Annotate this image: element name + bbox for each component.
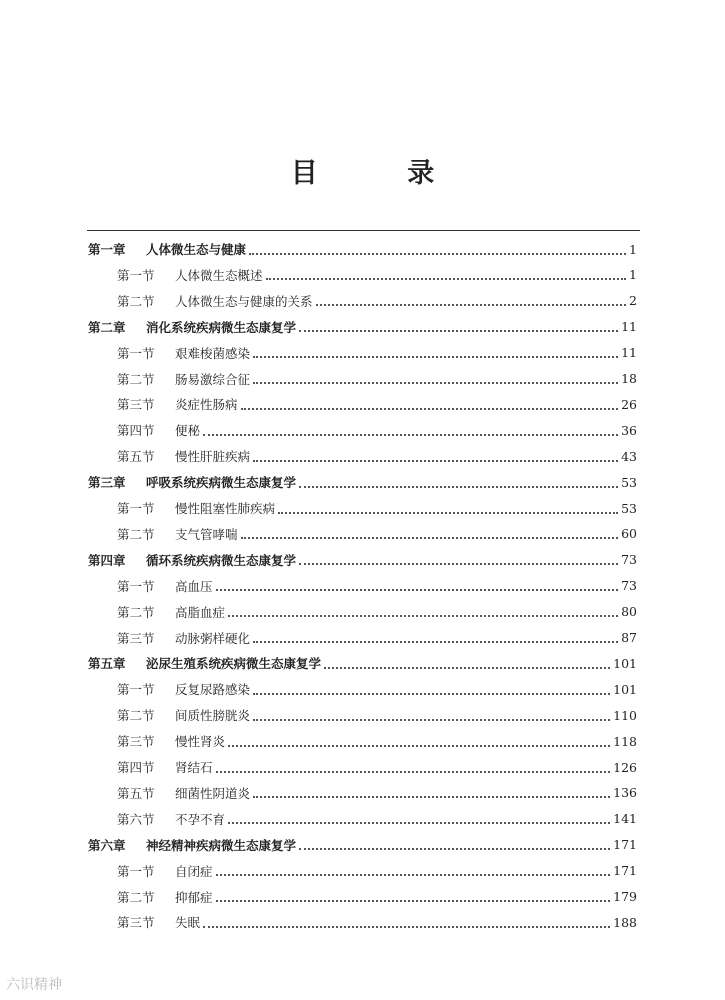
page-number: 101 xyxy=(613,681,637,697)
chapter-number: 第一章 xyxy=(88,242,126,257)
page-number: 18 xyxy=(621,371,637,386)
toc-section-entry[interactable] xyxy=(117,291,637,311)
page-number: 2 xyxy=(629,293,637,309)
toc-section-entry[interactable] xyxy=(117,265,637,285)
chapter-title: 人体微生态与健康 xyxy=(146,242,247,257)
toc-section-entry[interactable] xyxy=(117,757,637,777)
toc-section-entry[interactable] xyxy=(117,369,637,389)
section-title: 便秘 xyxy=(175,423,201,439)
section-title: 人体微生态与健康的关系 xyxy=(175,293,313,309)
section-title: 高血压 xyxy=(175,578,213,594)
chapter-title: 循环系统疾病微生态康复学 xyxy=(146,552,297,568)
section-number: 第二节 xyxy=(117,371,155,387)
page-number: 43 xyxy=(621,448,637,464)
chapter-title: 神经精神疾病微生态康复学 xyxy=(146,837,297,853)
dot-leader xyxy=(228,614,618,617)
dot-leader xyxy=(299,329,618,332)
page-number: 36 xyxy=(621,422,637,438)
section-number: 第一节 xyxy=(117,682,155,698)
dot-leader xyxy=(203,433,618,436)
toc-chapter-entry[interactable] xyxy=(88,239,637,259)
toc-section-entry[interactable] xyxy=(117,446,637,466)
section-title: 不孕不育 xyxy=(175,811,226,827)
toc-section-entry[interactable] xyxy=(117,887,637,907)
section-title: 肾结石 xyxy=(175,760,213,775)
section-number: 第二节 xyxy=(117,708,155,724)
section-title: 高脂血症 xyxy=(175,604,226,620)
section-number: 第四节 xyxy=(117,760,155,775)
section-number: 第一节 xyxy=(117,267,155,283)
page-number: 136 xyxy=(613,785,637,801)
section-title: 炎症性肠病 xyxy=(175,397,238,413)
dot-leader xyxy=(241,407,619,410)
page-number: 87 xyxy=(621,630,637,645)
dot-leader xyxy=(228,744,610,747)
page-number: 80 xyxy=(621,604,637,620)
page-number: 11 xyxy=(621,319,637,335)
dot-leader xyxy=(324,666,610,669)
dot-leader xyxy=(253,718,610,721)
section-number: 第五节 xyxy=(117,785,155,801)
page-number: 53 xyxy=(621,474,637,490)
dot-leader xyxy=(228,821,610,824)
page-number: 60 xyxy=(621,526,637,542)
toc-chapter-entry[interactable] xyxy=(88,317,637,337)
toc-section-entry[interactable] xyxy=(117,809,637,829)
section-number: 第二节 xyxy=(117,293,155,309)
dot-leader xyxy=(249,252,626,255)
toc-section-entry[interactable] xyxy=(117,783,637,803)
dot-leader xyxy=(216,588,619,591)
dot-leader xyxy=(266,277,626,280)
section-title: 自闭症 xyxy=(175,863,213,879)
page-number: 53 xyxy=(621,500,637,516)
page-number: 118 xyxy=(613,733,637,749)
section-title: 支气管哮喘 xyxy=(175,526,238,542)
section-number: 第六节 xyxy=(117,811,155,827)
section-number: 第四节 xyxy=(117,423,155,439)
dot-leader xyxy=(253,795,610,798)
page-title: 目 录 xyxy=(290,158,475,189)
toc-section-entry[interactable] xyxy=(117,705,637,725)
toc-section-entry[interactable] xyxy=(117,731,637,751)
chapter-number: 第三章 xyxy=(88,475,126,491)
page-number: 110 xyxy=(613,707,637,723)
toc-section-entry[interactable] xyxy=(117,524,637,544)
dot-leader xyxy=(253,692,610,695)
toc-section-entry[interactable] xyxy=(117,602,637,622)
section-number: 第一节 xyxy=(117,578,155,594)
chapter-title: 呼吸系统疾病微生态康复学 xyxy=(146,475,297,491)
dot-leader xyxy=(253,381,618,384)
section-title: 艰难梭菌感染 xyxy=(175,345,251,361)
section-title: 抑郁症 xyxy=(175,889,213,905)
section-title: 慢性肝脏疾病 xyxy=(175,449,251,465)
section-title: 慢性阻塞性肺疾病 xyxy=(175,501,276,516)
section-number: 第二节 xyxy=(117,889,155,905)
toc-section-entry[interactable] xyxy=(117,576,637,596)
page-number: 171 xyxy=(613,837,637,853)
dot-leader xyxy=(253,640,618,643)
section-number: 第三节 xyxy=(117,734,155,750)
chapter-title: 泌尿生殖系统疾病微生态康复学 xyxy=(146,656,322,672)
dot-leader xyxy=(203,925,610,928)
page-number: 11 xyxy=(621,345,637,361)
page-number: 126 xyxy=(613,759,637,775)
dot-leader xyxy=(299,847,610,850)
page-number: 73 xyxy=(621,552,637,568)
dot-leader xyxy=(216,899,611,902)
page-number: 1 xyxy=(629,267,637,283)
page-number: 26 xyxy=(621,396,637,412)
toc-chapter-entry[interactable] xyxy=(88,653,637,673)
chapter-number: 第五章 xyxy=(88,656,126,672)
section-title: 细菌性阴道炎 xyxy=(175,785,251,801)
toc-section-entry[interactable] xyxy=(117,861,637,881)
dot-leader xyxy=(278,511,618,514)
chapter-number: 第二章 xyxy=(88,319,126,335)
section-number: 第一节 xyxy=(117,863,155,879)
toc-chapter-entry[interactable] xyxy=(88,472,637,492)
page-number: 1 xyxy=(629,241,637,257)
section-number: 第一节 xyxy=(117,501,155,516)
section-number: 第三节 xyxy=(117,397,155,413)
toc-section-entry[interactable] xyxy=(117,394,637,414)
section-title: 反复尿路感染 xyxy=(175,682,251,698)
dot-leader xyxy=(299,562,618,565)
dot-leader xyxy=(241,536,619,539)
section-title: 间质性膀胱炎 xyxy=(175,708,251,724)
toc-section-entry[interactable] xyxy=(117,420,637,440)
toc-section-entry[interactable] xyxy=(117,628,637,648)
toc-section-entry[interactable] xyxy=(117,498,637,518)
section-title: 慢性肾炎 xyxy=(175,734,226,750)
toc-chapter-entry[interactable] xyxy=(88,550,637,570)
section-number: 第二节 xyxy=(117,526,155,542)
page-number: 171 xyxy=(613,863,637,879)
toc-chapter-entry[interactable] xyxy=(88,835,637,855)
dot-leader xyxy=(316,303,626,306)
dot-leader xyxy=(299,485,618,488)
page-number: 73 xyxy=(621,578,637,594)
section-number: 第三节 xyxy=(117,915,155,931)
page-number: 179 xyxy=(613,889,637,904)
toc-section-entry[interactable] xyxy=(117,343,637,363)
page-number: 141 xyxy=(613,811,637,827)
section-number: 第二节 xyxy=(117,604,155,620)
chapter-number: 第四章 xyxy=(88,552,126,568)
section-number: 第五节 xyxy=(117,449,155,465)
section-number: 第三节 xyxy=(117,630,155,646)
section-title: 肠易激综合征 xyxy=(175,371,251,387)
dot-leader xyxy=(253,459,618,462)
section-title: 动脉粥样硬化 xyxy=(175,630,251,646)
chapter-number: 第六章 xyxy=(88,837,126,853)
chapter-title: 消化系统疾病微生态康复学 xyxy=(146,319,297,335)
page-number: 101 xyxy=(613,655,637,671)
watermark: 六识精神 xyxy=(6,977,62,993)
section-title: 人体微生态概述 xyxy=(175,267,263,283)
page-number: 188 xyxy=(613,914,637,930)
section-number: 第一节 xyxy=(117,345,155,361)
dot-leader xyxy=(216,873,611,876)
section-title: 失眠 xyxy=(175,915,201,931)
dot-leader xyxy=(253,355,618,358)
toc-section-entry[interactable] xyxy=(117,912,637,932)
dot-leader xyxy=(216,770,611,773)
toc-section-entry[interactable] xyxy=(117,679,637,699)
